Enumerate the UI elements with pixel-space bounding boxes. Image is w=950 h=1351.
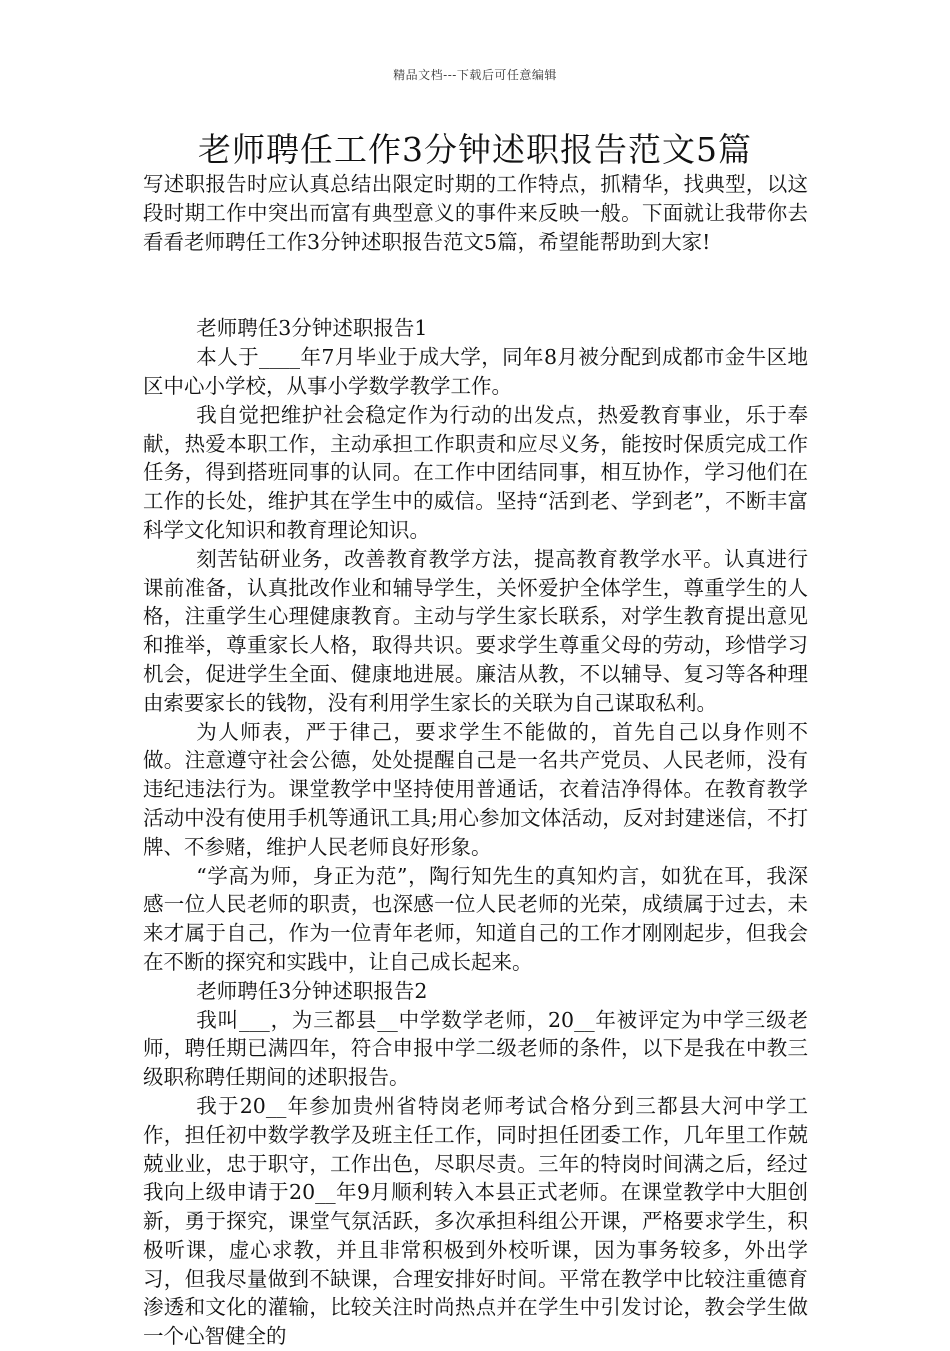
paragraph: 我自觉把维护社会稳定作为行动的出发点，热爱教育事业，乐于奉献，热爱本职工作，主动承担工作职责和应尽义务，能按时保质完成工作任务，得到搭班同事的认同。在工作中团结同事，相互协作，学习他们在工作的长处，维护其在学生中的威信。坚持“活到老、学到老”，不断丰富科学文化知识和教育理论知识。 xyxy=(143,402,808,542)
section-heading: 老师聘任3分钟述职报告1 xyxy=(196,316,428,341)
page-title: 老师聘任工作3分钟述职报告范文5篇 xyxy=(198,130,752,169)
paragraph: 我叫___，为三都县__中学数学老师，20__年被评定为中学三级老师，聘任期已满四年，符合申报中学二级老师的条件，以下是我在中教三级职称聘任期间的述职报告。 xyxy=(143,1007,808,1090)
page-header: 精品文档---下载后可任意编辑 xyxy=(393,68,557,82)
paragraph: 本人于____年7月毕业于成大学，同年8月被分配到成都市金牛区地区中心小学校，从事小学数学教学工作。 xyxy=(143,345,808,398)
intro-paragraph: 写述职报告时应认真总结出限定时期的工作特点，抓精华，找典型，以这段时期工作中突出而富有典型意义的事件来反映一般。下面就让我带你去看看老师聘任工作3分钟述职报告范文5篇，希望能帮助到大家! xyxy=(143,172,808,254)
paragraph: “学高为师，身正为范”，陶行知先生的真知灼言，如犹在耳，我深感一位人民老师的职责，也深感一位人民老师的光荣，成绩属于过去，未来才属于自己，作为一位青年老师，知道自己的工作才刚刚起步，但我会在不断的探究和实践中，让自己成长起来。 xyxy=(143,863,808,974)
paragraph: 我于20__年参加贵州省特岗老师考试合格分到三都县大河中学工作，担任初中数学教学及班主任工作，同时担任团委工作，几年里工作兢兢业业，忠于职守，工作出色，尽职尽责。三年的特岗时间满之后，经过我向上级申请于20__年9月顺利转入本县正式老师。在课堂教学中大胆创新，勇于探究，课堂气氛活跃，多次承担科组公开课，严格要求学生，积极听课，虚心求教，并且非常积极到外校听课，因为事务较多，外出学习，但我尽量做到不缺课，合理安排好时间。平常在教学中比较注重德育渗透和文化的灌输，比较关注时尚热点并在学生中引发讨论，教会学生做一个心智健全的 xyxy=(143,1093,808,1349)
section-heading: 老师聘任3分钟述职报告2 xyxy=(196,978,428,1003)
paragraph: 为人师表，严于律己，要求学生不能做的，首先自己以身作则不做。注意遵守社会公德，处处提醒自己是一名共产党员、人民老师，没有违纪违法行为。课堂教学中坚持使用普通话，衣着洁净得体。在教育教学活动中没有使用手机等通讯工具;用心参加文体活动，反对封建迷信，不打牌、不参赌，维护人民老师良好形象。 xyxy=(143,719,808,859)
document-body xyxy=(143,170,808,1351)
paragraph: 刻苦钻研业务，改善教育教学方法，提高教育教学水平。认真进行课前准备，认真批改作业和辅导学生，关怀爱护全体学生，尊重学生的人格，注重学生心理健康教育。主动与学生家长联系，对学生教育提出意见和推举，尊重家长人格，取得共识。要求学生尊重父母的劳动，珍惜学习机会，促进学生全面、健康地进展。廉洁从教，不以辅导、复习等各种理由索要家长的钱物，没有利用学生家长的关联为自己谋取私利。 xyxy=(143,546,808,715)
spacer xyxy=(143,256,808,314)
